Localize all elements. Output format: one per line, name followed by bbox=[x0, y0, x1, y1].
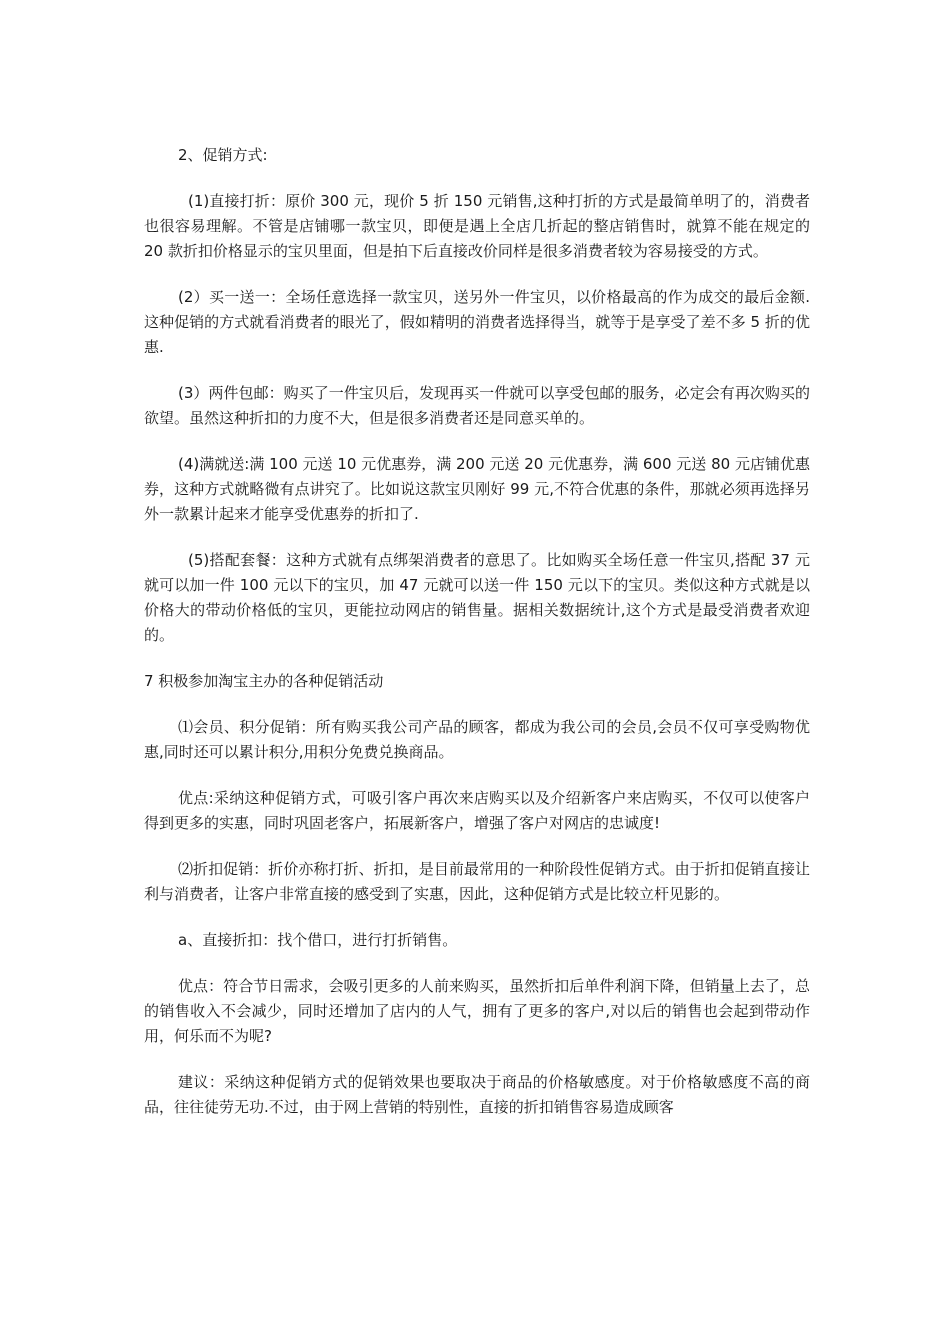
paragraph-bundle-package: (5)搭配套餐：这种方式就有点绑架消费者的意思了。比如购买全场任意一件宝贝,搭配 37 元就可以加一件 100 元以下的宝贝，加 47 元就可以送一件 150 元以下的宝贝。类似这种方式就是以价格大的带动价格低的宝贝，更能拉动网店的销售量。据相关数据统计,这个方式是最受消费者欢迎的。 bbox=[144, 551, 810, 644]
paragraph-discount-advantages: 优点：符合节日需求，会吸引更多的人前来购买，虽然折扣后单件利润下降，但销量上去了，总的销售收入不会减少，同时还增加了店内的人气，拥有了更多的客户,对以后的销售也会起到带动作用，何乐而不为呢? bbox=[144, 977, 810, 1045]
paragraph-direct-discount: (1)直接打折：原价 300 元，现价 5 折 150 元销售,这种打折的方式是最简单明了的，消费者也很容易理解。不管是店铺哪一款宝贝，即便是遇上全店几折起的整店销售时，就算不能在规定的 20 款折扣价格显示的宝贝里面，但是拍下后直接改价同样是很多消费者较为容易接受的方式。 bbox=[144, 192, 810, 260]
section-heading-promotion-methods: 2、促销方式: bbox=[178, 146, 268, 164]
paragraph-discount-promotion: ⑵折扣促销：折价亦称打折、折扣，是目前最常用的一种阶段性促销方式。由于折扣促销直接让利与消费者，让客户非常直接的感受到了实惠，因此，这种促销方式是比较立杆见影的。 bbox=[144, 860, 810, 903]
paragraph-two-items-free-shipping: (3）两件包邮：购买了一件宝贝后，发现再买一件就可以享受包邮的服务，必定会有再次购买的欲望。虽然这种折扣的力度不大，但是很多消费者还是同意买单的。 bbox=[144, 384, 810, 427]
paragraph-suggestion: 建议：采纳这种促销方式的促销效果也要取决于商品的价格敏感度。对于价格敏感度不高的商品，往往徒劳无功.不过，由于网上营销的特别性，直接的折扣销售容易造成顾客 bbox=[144, 1073, 810, 1116]
document-body bbox=[144, 143, 810, 1120]
paragraph-member-points: ⑴会员、积分促销：所有购买我公司产品的顾客，都成为我公司的会员,会员不仅可享受购物优惠,同时还可以累计积分,用积分免费兑换商品。 bbox=[144, 718, 810, 761]
paragraph-spend-and-get: (4)满就送:满 100 元送 10 元优惠券，满 200 元送 20 元优惠券，满 600 元送 80 元店铺优惠券，这种方式就略微有点讲究了。比如说这款宝贝刚好 99 元,不符合优惠的条件，那就必须再选择另外一款累计起来才能享受优惠券的折扣了. bbox=[144, 455, 810, 523]
paragraph-buy-one-get-one: (2）买一送一：全场任意选择一款宝贝，送另外一件宝贝，以价格最高的作为成交的最后金额.这种促销的方式就看消费者的眼光了，假如精明的消费者选择得当，就等于是享受了差不多 5 折的优惠. bbox=[144, 288, 810, 356]
paragraph-direct-discount-a: a、直接折扣：找个借口，进行打折销售。 bbox=[178, 931, 458, 949]
paragraph-member-advantages: 优点:采纳这种促销方式，可吸引客户再次来店购买以及介绍新客户来店购买，不仅可以使客户得到更多的实惠，同时巩固老客户，拓展新客户，增强了客户对网店的忠诚度! bbox=[144, 789, 810, 832]
section-heading-taobao-activities: 7 积极参加淘宝主办的各种促销活动 bbox=[144, 672, 384, 690]
